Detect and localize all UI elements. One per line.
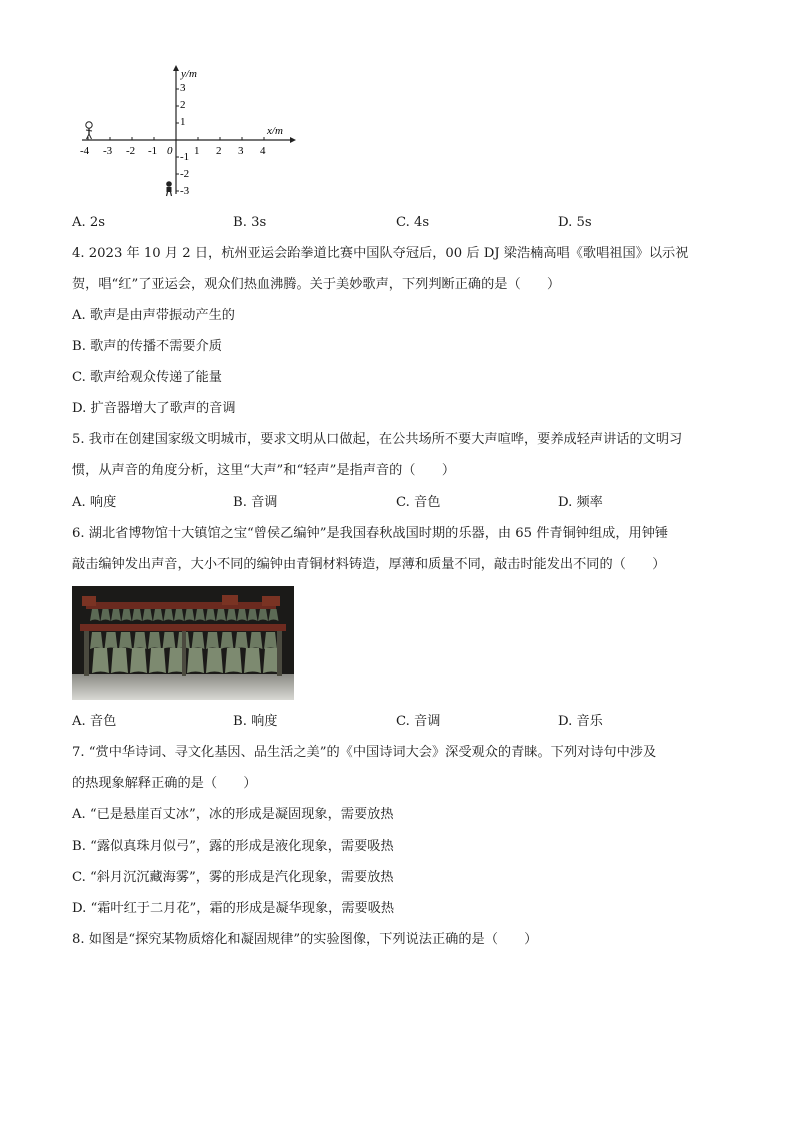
y-axis-label: y/m — [181, 68, 197, 80]
y-tick-label: -1 — [180, 151, 190, 163]
y-tick-label: 3 — [180, 82, 186, 94]
q6-option-d[interactable]: D. 音乐 — [558, 714, 603, 729]
y-tick-label: -3 — [180, 185, 190, 197]
q3-option-d[interactable]: D. 5s — [558, 215, 592, 230]
q4-stem-line-2: 贺，唱“红”了亚运会，观众们热血沸腾。关于美妙歌声，下列判断正确的是（ ） — [72, 277, 561, 292]
bell — [206, 648, 223, 673]
q3-option-a[interactable]: A. 2s — [72, 215, 106, 230]
q7-option-c[interactable]: C. “斜月沉沉藏海雾”，雾的形成是汽化现象，需要放热 — [72, 870, 394, 885]
q6-option-b[interactable]: B. 响度 — [233, 714, 278, 729]
q5-option-b[interactable]: B. 音调 — [233, 495, 278, 510]
q5-stem-line-2: 惯，从声音的角度分析，这里“大声”和“轻声”是指声音的（ ） — [72, 463, 456, 478]
x-axis-label: x/m — [267, 125, 283, 137]
bell — [187, 648, 204, 673]
person-a-icon — [86, 122, 92, 139]
bell — [264, 632, 277, 649]
coordinate-figure — [70, 62, 300, 202]
q8-stem: 8. 如图是“探究某物质熔化和凝固规律”的实验图像，下列说法正确的是（ ） — [72, 932, 538, 947]
q5-stem-line-1: 5. 我市在创建国家级文明城市，要求文明从口做起，在公共场所不要大声喧哗，要养成轻声讲话的文明习 — [72, 432, 683, 447]
q6-option-a[interactable]: A. 音色 — [72, 714, 117, 729]
q7-stem-line-2: 的热现象解释正确的是（ ） — [72, 776, 257, 791]
x-tick-label: 2 — [216, 145, 222, 157]
x-tick-label: -2 — [126, 145, 136, 157]
y-tick-label: 2 — [180, 99, 186, 111]
bell — [235, 632, 248, 649]
x-axis-arrow — [290, 137, 296, 143]
bell — [148, 632, 161, 649]
x-tick-label: -1 — [148, 145, 158, 157]
q5-option-c[interactable]: C. 音色 — [396, 495, 441, 510]
q5-option-d[interactable]: D. 频率 — [558, 495, 603, 510]
q3-option-b[interactable]: B. 3s — [233, 215, 267, 230]
bell — [119, 632, 132, 649]
q7-option-d[interactable]: D. “霜叶红于二月花”，霜的形成是凝华现象，需要吸热 — [72, 901, 395, 916]
q4-option-b[interactable]: B. 歌声的传播不需要介质 — [72, 339, 222, 354]
bell — [149, 648, 166, 673]
bell — [206, 632, 219, 649]
bell — [225, 648, 242, 673]
bell — [111, 648, 128, 673]
q5-option-a[interactable]: A. 响度 — [72, 495, 117, 510]
bell — [244, 648, 261, 673]
bianzhong-photo — [72, 586, 294, 700]
q4-option-a[interactable]: A. 歌声是由声带振动产生的 — [72, 308, 235, 323]
x-tick-label: 3 — [238, 145, 244, 157]
x-tick-label: 1 — [194, 145, 200, 157]
person-b-icon — [166, 181, 172, 196]
q3-option-c[interactable]: C. 4s — [396, 215, 430, 230]
bell — [221, 632, 234, 649]
bell — [105, 632, 118, 649]
q7-stem-line-1: 7. “赏中华诗词、寻文化基因、品生活之美”的《中国诗词大会》深受观众的青睐。下列对诗句中涉及 — [72, 745, 657, 760]
bell — [130, 648, 147, 673]
bell — [192, 632, 205, 649]
q4-stem-line-1: 4. 2023 年 10 月 2 日，杭州亚运会跆拳道比赛中国队夺冠后，00 后 DJ 梁浩楠高唱《歌唱祖国》以示祝 — [72, 246, 689, 261]
q6-stem-line-1: 6. 湖北省博物馆十大镇馆之宝“曾侯乙编钟”是我国春秋战国时期的乐器，由 65 件青铜钟组成，用钟锤 — [72, 526, 669, 541]
y-axis-arrow — [173, 65, 179, 71]
x-tick-label: -3 — [103, 145, 113, 157]
y-tick-label: 1 — [180, 116, 186, 128]
y-tick-label: -2 — [180, 168, 190, 180]
q6-option-c[interactable]: C. 音调 — [396, 714, 441, 729]
bell — [163, 632, 176, 649]
bell — [92, 648, 109, 673]
origin-label: 0 — [167, 145, 173, 157]
bell — [90, 632, 103, 649]
bell — [134, 632, 147, 649]
q4-option-c[interactable]: C. 歌声给观众传递了能量 — [72, 370, 222, 385]
x-tick-label: 4 — [260, 145, 266, 157]
q6-stem-line-2: 敲击编钟发出声音，大小不同的编钟由青铜材料铸造，厚薄和质量不同，敲击时能发出不同的（ ） — [72, 557, 666, 572]
q4-option-d[interactable]: D. 扩音器增大了歌声的音调 — [72, 401, 236, 416]
q7-option-a[interactable]: A. “已是悬崖百丈冰”，冰的形成是凝固现象，需要放热 — [72, 807, 394, 822]
x-tick-label: -4 — [80, 145, 90, 157]
bell — [250, 632, 263, 649]
q7-option-b[interactable]: B. “露似真珠月似弓”，露的形成是液化现象，需要吸热 — [72, 839, 394, 854]
